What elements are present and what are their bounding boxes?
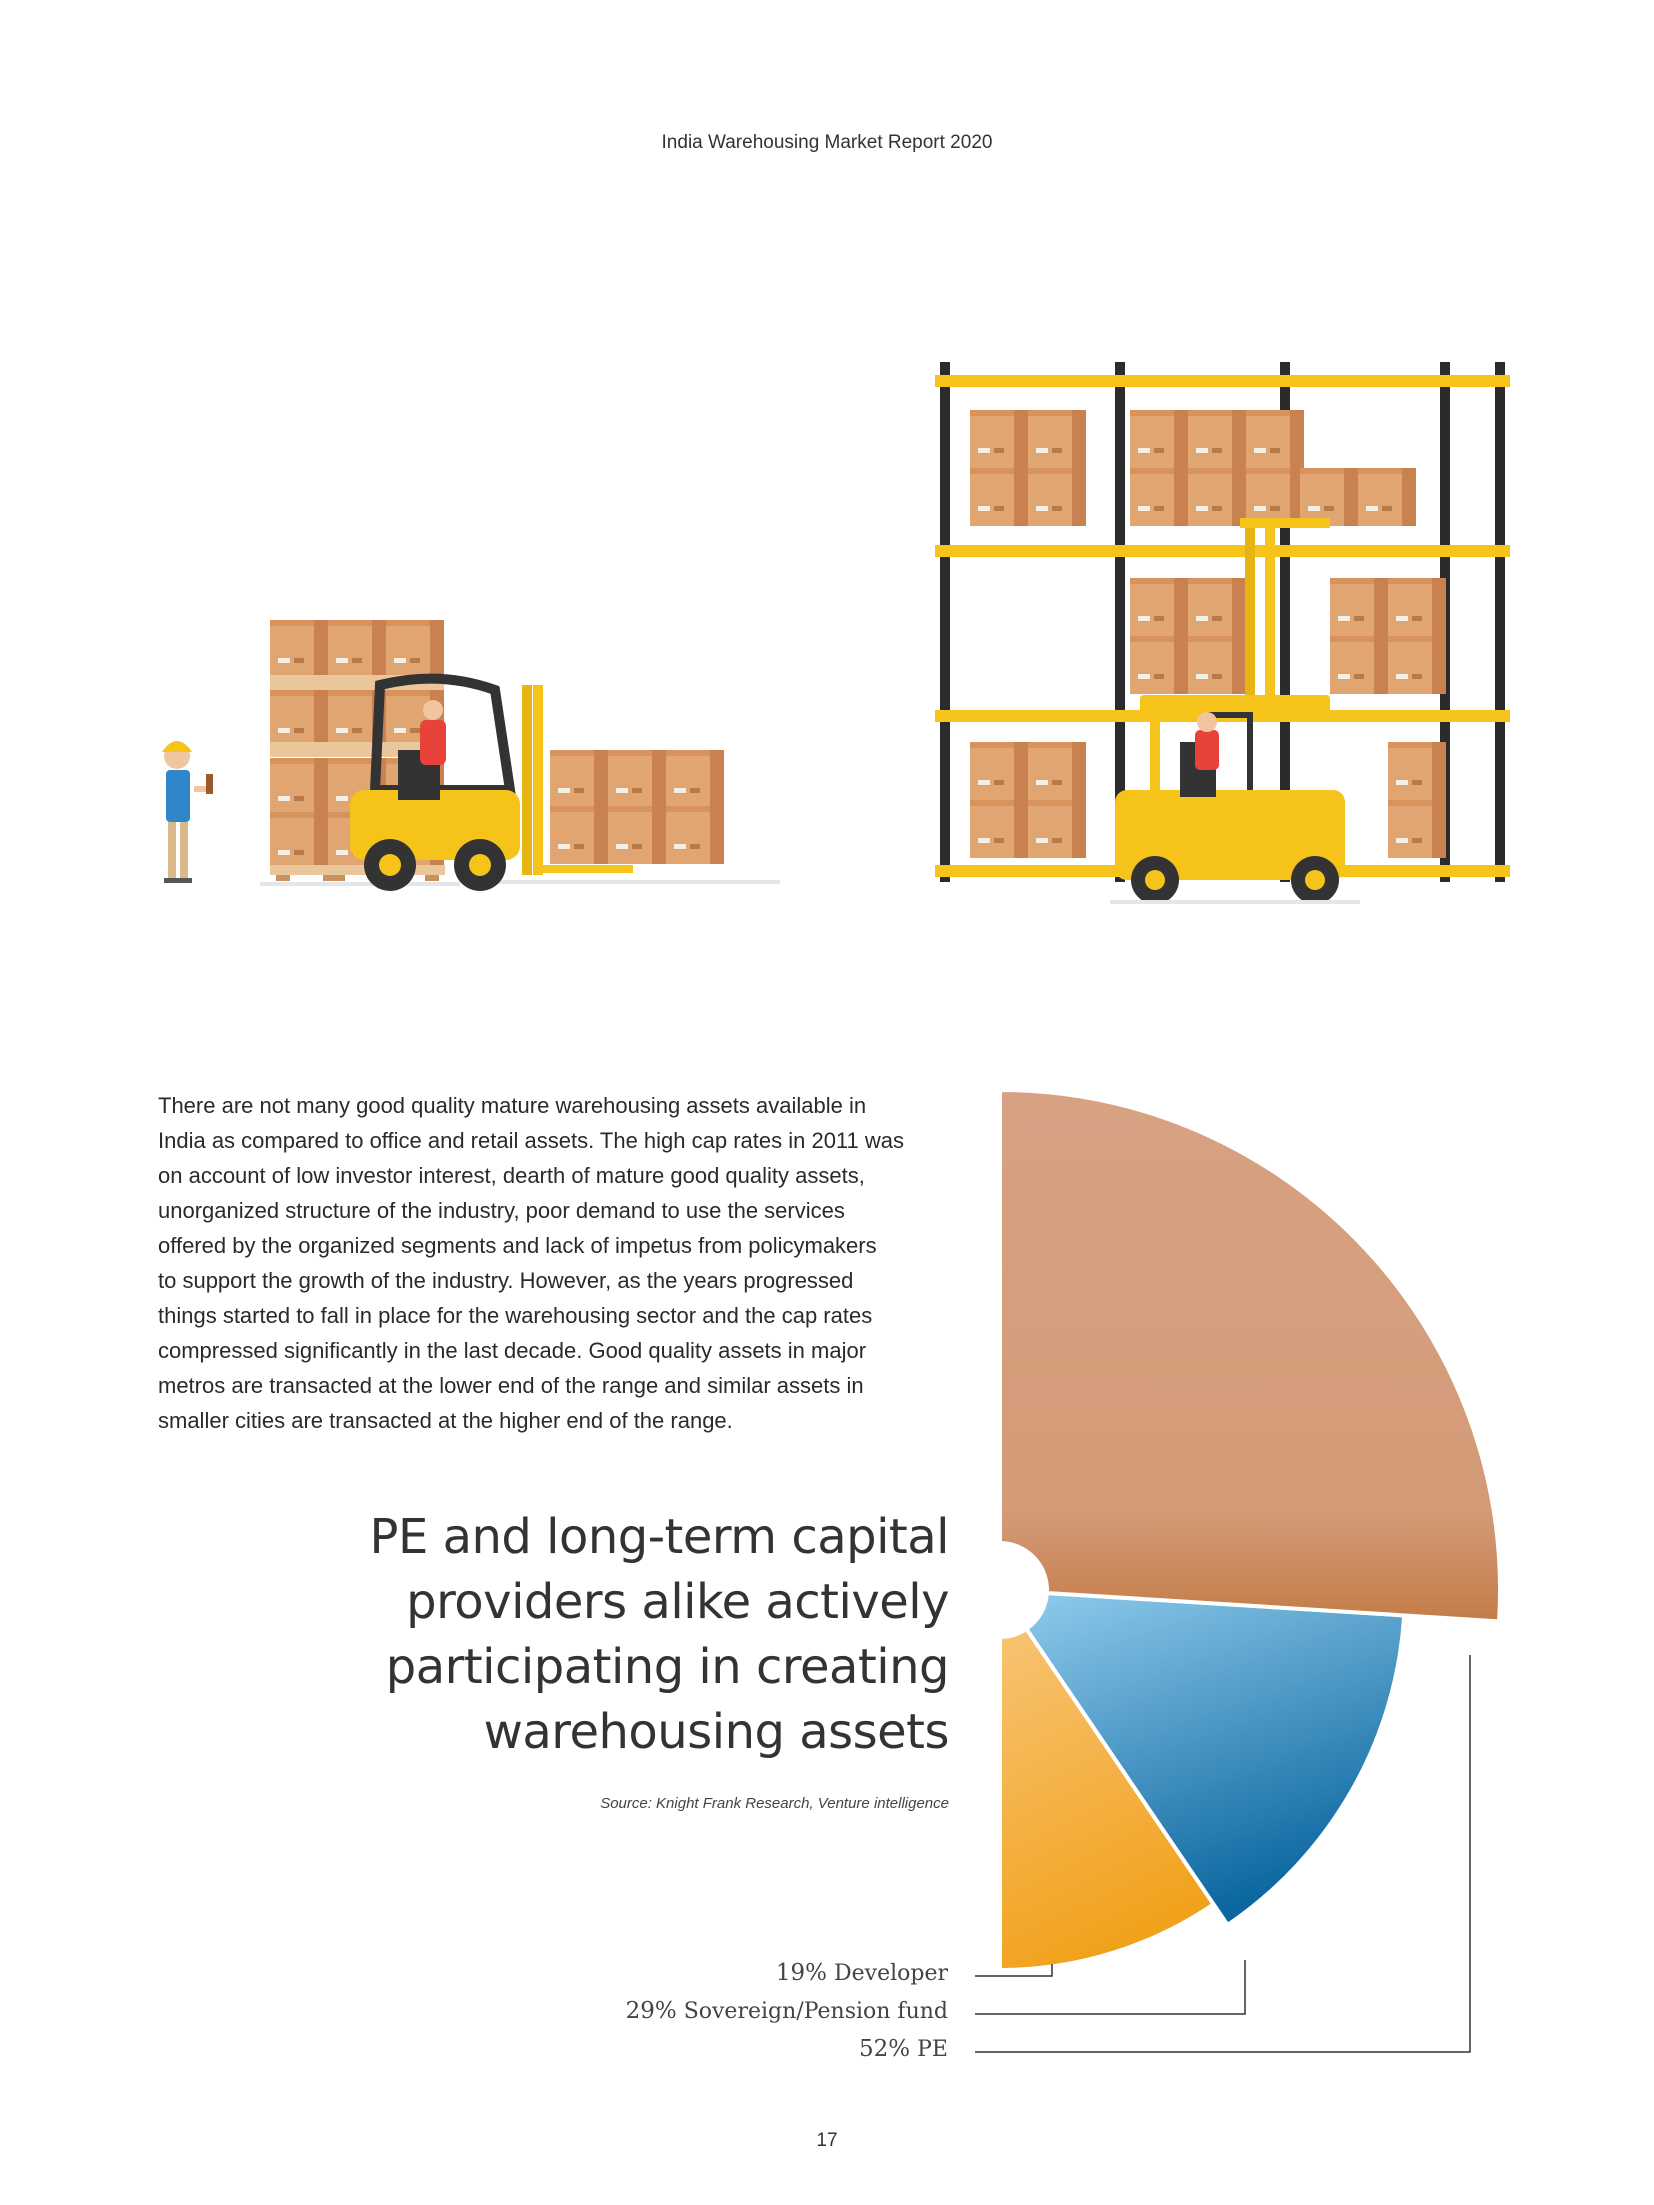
paragraph-line: India as compared to office and retail assets. The high cap rates in 2011 was xyxy=(158,1128,905,1153)
legend-sovereign xyxy=(626,1998,948,2024)
paragraph-line: to support the growth of the industry. However, as the years progressed xyxy=(158,1268,854,1293)
paragraph-line: on account of low investor interest, dearth of mature good quality assets, xyxy=(158,1163,865,1188)
legend-category: Developer xyxy=(833,1961,948,1986)
source-note: Source: Knight Frank Research, Venture intelligence xyxy=(600,1795,949,1812)
legend-pe xyxy=(859,2036,948,2062)
paragraph-line: There are not many good quality mature warehousing assets available in xyxy=(158,1093,867,1118)
legend-developer xyxy=(776,1960,948,1986)
legend-category: PE xyxy=(917,2037,948,2062)
legend-category: Sovereign/Pension fund xyxy=(683,1999,948,2024)
paragraph-line: unorganized structure of the industry, poor demand to use the services xyxy=(158,1198,845,1223)
legend-value: 29% xyxy=(625,1998,677,2024)
callout-line: PE and long-term capital xyxy=(369,1509,949,1565)
legend-value: 52% xyxy=(859,2036,911,2062)
paragraph-line: smaller cities are transacted at the higher end of the range. xyxy=(158,1408,733,1433)
paragraph-line: metros are transacted at the lower end of the range and similar assets in xyxy=(158,1373,864,1398)
pie-slice-pe xyxy=(1000,1090,1500,1621)
page-number: 17 xyxy=(816,2130,838,2151)
callout-line: warehousing assets xyxy=(483,1704,949,1760)
paragraph-line: offered by the organized segments and lack of impetus from policymakers xyxy=(158,1233,877,1258)
callout-line: participating in creating xyxy=(385,1639,949,1695)
legend-value: 19% xyxy=(775,1960,827,1986)
callout-line: providers alike actively xyxy=(406,1574,949,1630)
paragraph-line: things started to fall in place for the warehousing sector and the cap rates xyxy=(158,1303,873,1328)
paragraph-line: compressed significantly in the last decade. Good quality assets in major xyxy=(158,1338,867,1363)
report-header: India Warehousing Market Report 2020 xyxy=(661,132,993,153)
